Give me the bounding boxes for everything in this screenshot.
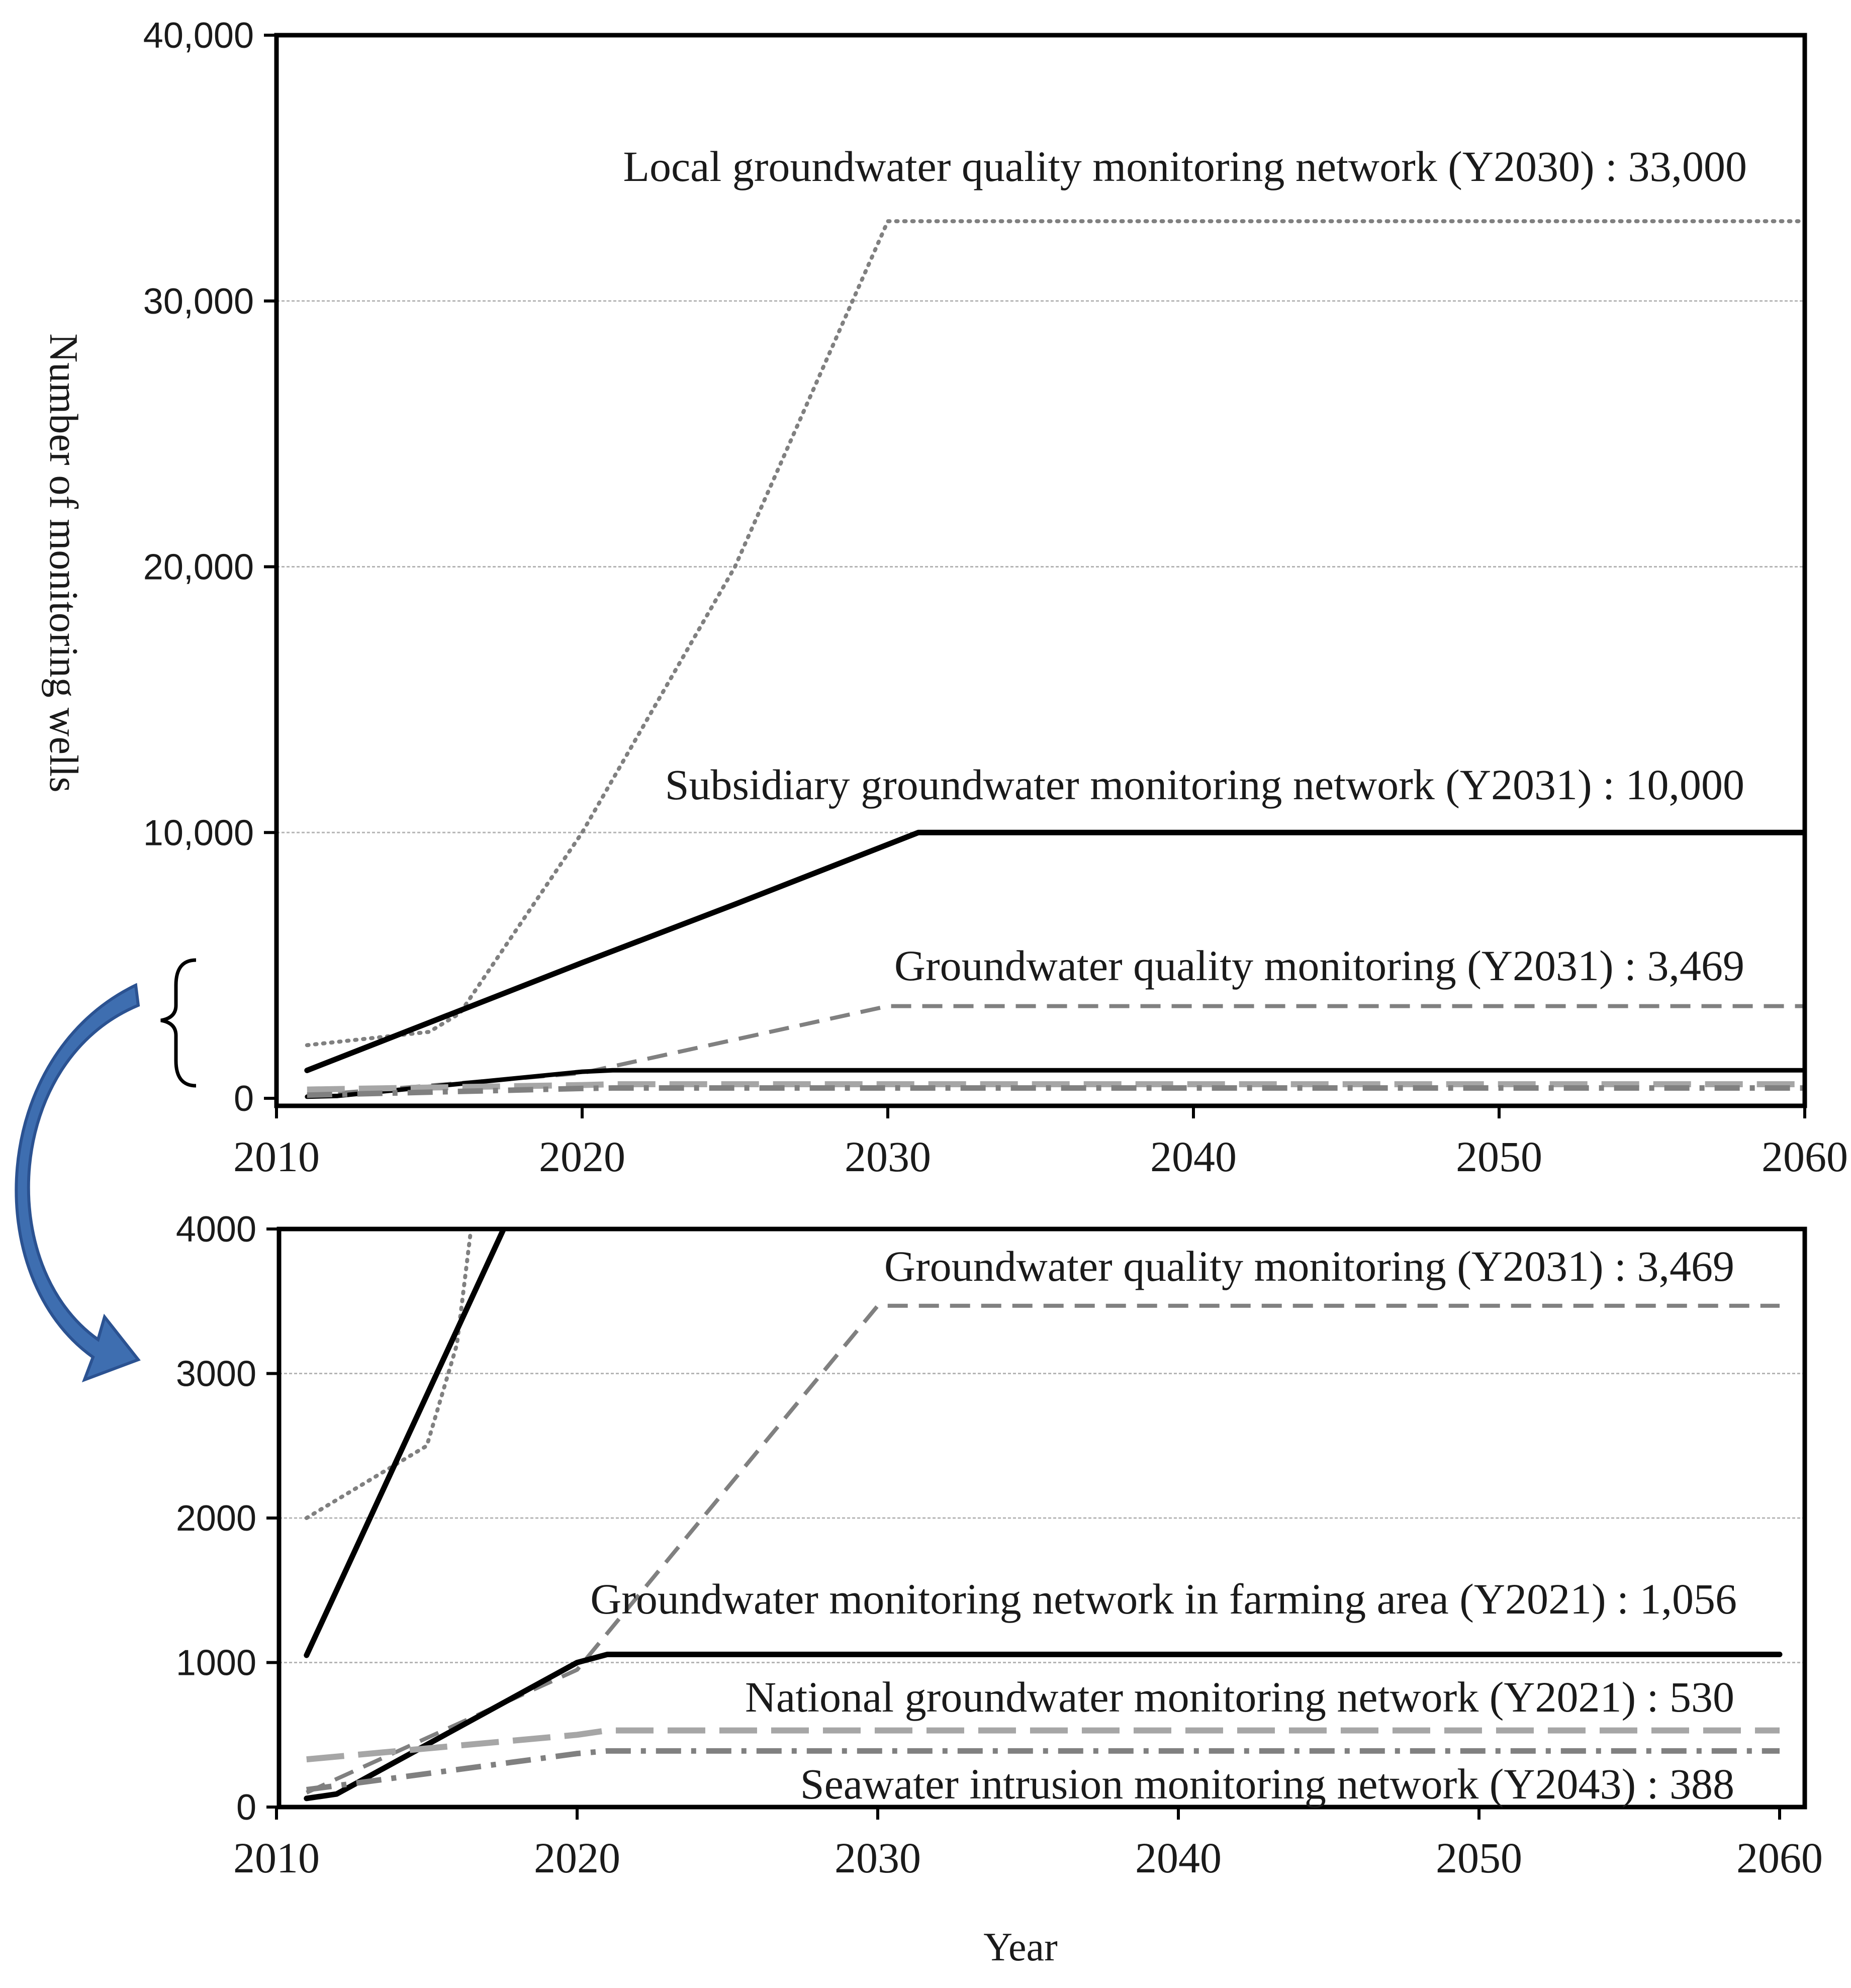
bottom-annotation-quality: Groundwater quality monitoring (Y2031) : 3,469 [884,1242,1734,1290]
bottom-y-tick-label-0: 0 [236,1787,256,1828]
top-annotation-subsidiary: Subsidiary groundwater monitoring network (Y2031) : 10,000 [665,761,1744,809]
bottom-x-tick-label-5: 2060 [1736,1834,1823,1882]
bottom-x-tick-label-4: 2050 [1436,1834,1522,1882]
bottom-y-tick-label-1: 1000 [175,1643,256,1683]
top-x-tick-label-3: 2040 [1150,1132,1237,1181]
top-x-tick-label-4: 2050 [1456,1132,1542,1181]
top-y-tick-label-3: 30,000 [143,281,254,322]
top-annotation-quality: Groundwater quality monitoring (Y2031) : 3,469 [894,941,1744,990]
top-x-tick-label-5: 2060 [1762,1132,1848,1181]
bottom-y-tick-label-2: 2000 [175,1498,256,1539]
top-annotation-local: Local groundwater quality monitoring network (Y2030) : 33,000 [623,142,1747,191]
bottom-x-tick-label-1: 2020 [534,1834,620,1882]
top-x-tick-label-1: 2020 [539,1132,625,1181]
bottom-y-tick-label-3: 3000 [175,1354,256,1394]
bottom-y-tick-label-4: 4000 [175,1209,256,1250]
bottom-annotation-farming: Groundwater monitoring network in farming area (Y2021) : 1,056 [590,1575,1737,1623]
top-x-tick-label-0: 2010 [233,1132,320,1181]
top-x-tick-label-2: 2030 [845,1132,931,1181]
x-axis-label: Year [983,1925,1058,1969]
bottom-x-tick-label-3: 2040 [1135,1834,1222,1882]
top-y-tick-label-2: 20,000 [143,547,254,588]
bottom-x-tick-label-0: 2010 [233,1834,320,1882]
bottom-annotation-national: National groundwater monitoring network (Y2021) : 530 [745,1673,1734,1721]
top-y-tick-label-4: 40,000 [143,16,254,56]
top-y-tick-label-1: 10,000 [143,813,254,854]
y-axis-label: Number of monitoring wells [41,333,85,793]
bottom-annotation-seawater: Seawater intrusion monitoring network (Y2043) : 388 [800,1760,1734,1808]
top-y-tick-label-0: 0 [233,1079,254,1119]
bottom-x-tick-label-2: 2030 [835,1834,921,1882]
